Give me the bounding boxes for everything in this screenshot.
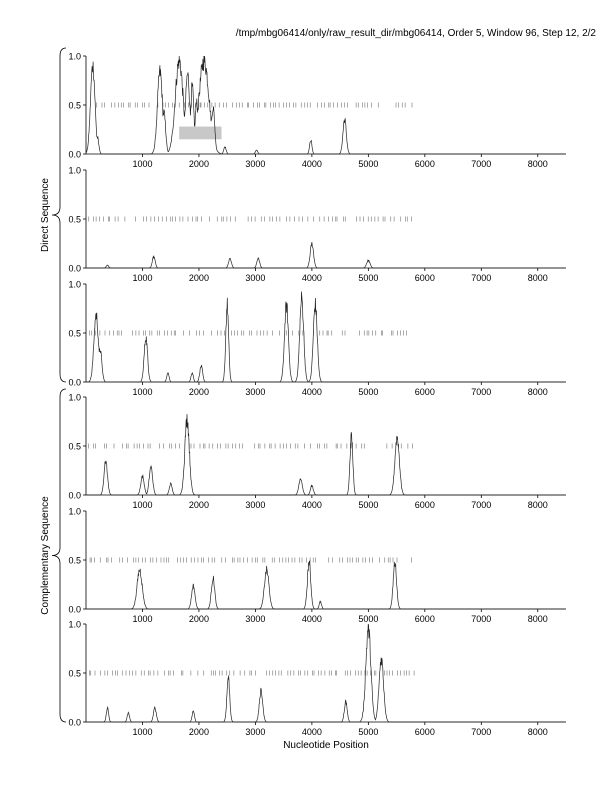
- x-tick-label: 5000: [358, 614, 379, 624]
- x-tick-label: 3000: [245, 727, 266, 737]
- y-tick-label: 1.0: [68, 392, 81, 403]
- x-tick-label: 4000: [301, 387, 322, 397]
- y-tick-label: 1.0: [68, 279, 81, 290]
- x-tick-label: 2000: [188, 500, 209, 510]
- y-tick-label: 0.5: [68, 100, 81, 111]
- x-tick-label: 4000: [301, 614, 322, 624]
- x-tick-label: 8000: [527, 159, 548, 169]
- series-line: [86, 243, 566, 268]
- x-tick-label: 7000: [471, 159, 492, 169]
- x-tick-label: 7000: [471, 614, 492, 624]
- x-tick-label: 6000: [414, 273, 435, 283]
- x-tick-label: 8000: [527, 614, 548, 624]
- brace-shape: [52, 389, 66, 722]
- x-axis-label: Nucleotide Position: [283, 740, 369, 751]
- x-tick-label: 5000: [358, 387, 379, 397]
- y-tick-label: 0.5: [68, 214, 81, 225]
- panel-4: [68, 393, 566, 511]
- y-tick-label: 0.5: [68, 328, 81, 339]
- x-tick-label: 5000: [358, 159, 379, 169]
- group-label: Complementary Sequence: [40, 496, 51, 615]
- panels-layer: [68, 52, 566, 738]
- x-tick-label: 8000: [527, 387, 548, 397]
- x-tick-label: 7000: [471, 500, 492, 510]
- x-tick-label: 1000: [132, 727, 153, 737]
- x-tick-label: 1000: [132, 500, 153, 510]
- x-tick-label: 3000: [245, 500, 266, 510]
- series-line: [86, 414, 566, 495]
- probability-rug: [90, 558, 412, 563]
- y-tick-label: 1.0: [68, 51, 81, 62]
- x-tick-label: 7000: [471, 727, 492, 737]
- y-tick-label: 0.0: [68, 377, 81, 388]
- x-tick-label: 2000: [188, 387, 209, 397]
- y-tick-label: 0.0: [68, 149, 81, 160]
- group-label: Direct Sequence: [40, 178, 51, 252]
- x-tick-label: 4000: [301, 273, 322, 283]
- x-tick-label: 6000: [414, 614, 435, 624]
- brace-shape: [52, 48, 66, 382]
- y-tick-label: 1.0: [68, 506, 81, 517]
- x-tick-label: 8000: [527, 500, 548, 510]
- probability-rug: [89, 217, 412, 222]
- x-tick-label: 7000: [471, 387, 492, 397]
- x-tick-label: 4000: [301, 727, 322, 737]
- x-tick-label: 1000: [132, 614, 153, 624]
- y-tick-label: 0.0: [68, 490, 81, 501]
- y-tick-label: 0.0: [68, 604, 81, 615]
- panel-6: [68, 620, 566, 738]
- group-brace: [40, 48, 66, 382]
- x-tick-label: 6000: [414, 500, 435, 510]
- x-tick-label: 8000: [527, 273, 548, 283]
- panel-5: [68, 507, 566, 625]
- x-tick-label: 6000: [414, 387, 435, 397]
- probability-rug: [97, 103, 412, 108]
- x-tick-label: 1000: [132, 159, 153, 169]
- x-tick-label: 2000: [188, 727, 209, 737]
- panel-3: [68, 280, 566, 398]
- x-tick-label: 3000: [245, 273, 266, 283]
- x-tick-label: 4000: [301, 500, 322, 510]
- x-tick-label: 2000: [188, 614, 209, 624]
- y-tick-label: 0.5: [68, 668, 81, 679]
- series-line: [86, 561, 566, 609]
- chart-title: /tmp/mbg06414/only/raw_result_dir/mbg06414, Order 5, Window 96, Step 12, 2/2: [235, 28, 596, 39]
- x-tick-label: 5000: [358, 727, 379, 737]
- x-tick-label: 3000: [245, 614, 266, 624]
- x-tick-label: 3000: [245, 387, 266, 397]
- y-tick-label: 0.5: [68, 441, 81, 452]
- x-tick-label: 1000: [132, 273, 153, 283]
- y-tick-label: 0.5: [68, 555, 81, 566]
- y-tick-label: 1.0: [68, 165, 81, 176]
- y-tick-label: 0.0: [68, 717, 81, 728]
- group-brace: [40, 389, 66, 722]
- x-tick-label: 1000: [132, 387, 153, 397]
- x-tick-label: 7000: [471, 273, 492, 283]
- x-tick-label: 5000: [358, 273, 379, 283]
- x-tick-label: 3000: [245, 159, 266, 169]
- x-tick-label: 6000: [414, 159, 435, 169]
- y-tick-label: 1.0: [68, 619, 81, 630]
- group-braces: [40, 48, 66, 722]
- panel-1: [68, 52, 566, 170]
- x-tick-label: 5000: [358, 500, 379, 510]
- x-tick-label: 2000: [188, 159, 209, 169]
- panel-2: [68, 166, 566, 284]
- x-tick-label: 4000: [301, 159, 322, 169]
- y-tick-label: 0.0: [68, 263, 81, 274]
- x-tick-label: 8000: [527, 727, 548, 737]
- series-line: [86, 292, 566, 383]
- probability-rug: [89, 444, 413, 449]
- probability-rug: [90, 331, 407, 336]
- x-tick-label: 6000: [414, 727, 435, 737]
- x-tick-label: 2000: [188, 273, 209, 283]
